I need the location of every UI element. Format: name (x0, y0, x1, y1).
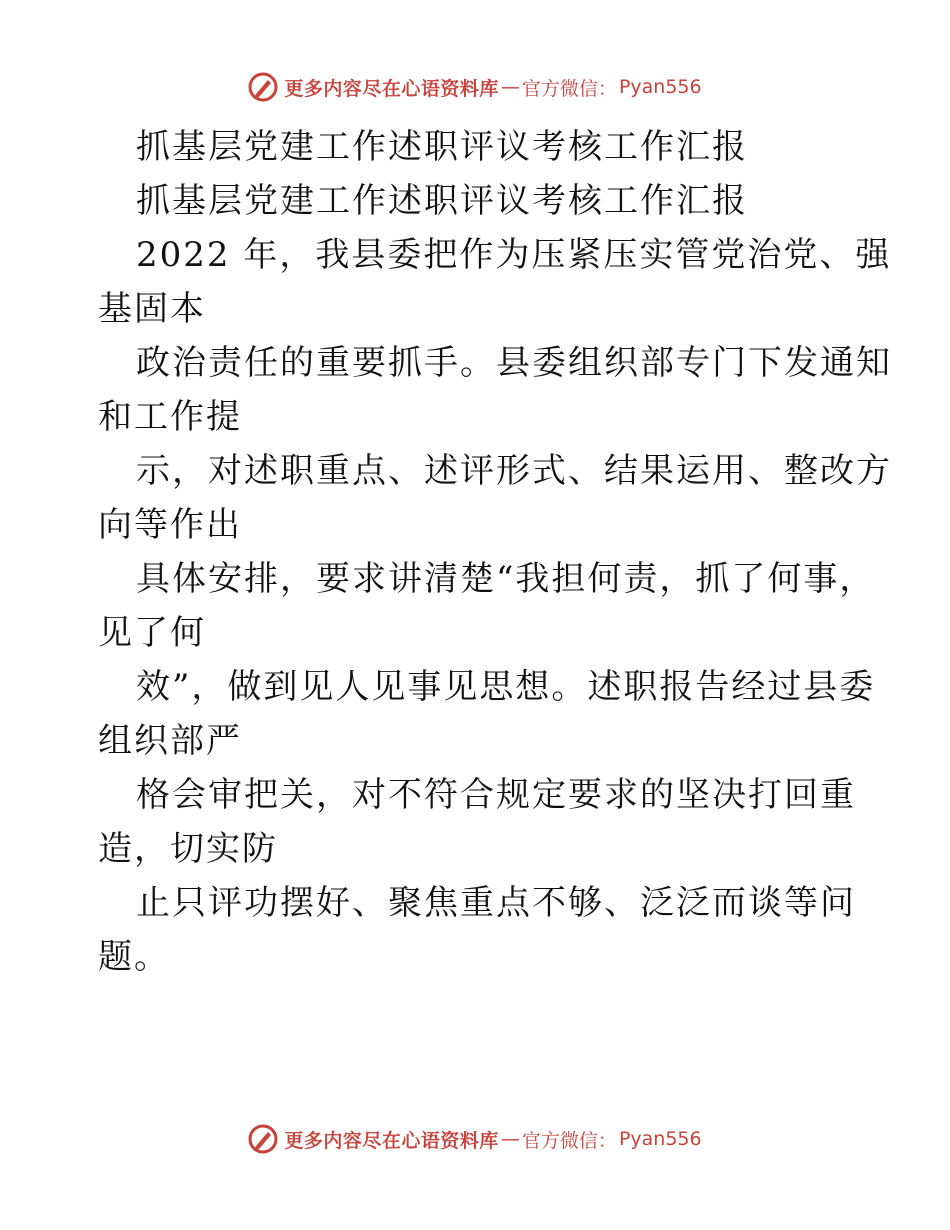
paragraph-line: 见了何 (98, 613, 206, 653)
paragraph-line: 具体安排，要求讲清楚“我担何责，抓了何事， (136, 559, 876, 599)
paragraph-line: 示，对述职重点、述评形式、结果运用、整改方 (136, 451, 892, 491)
paragraph-line: 造，切实防 (98, 829, 278, 869)
banner-dash: — (500, 76, 520, 98)
doc-title-repeat: 抓基层党建工作述职评议考核工作汇报 (136, 181, 748, 221)
document-body (98, 120, 892, 984)
banner-title: 更多内容尽在心语资料库 (284, 77, 499, 100)
banner-title: 更多内容尽在心语资料库 (284, 1129, 499, 1152)
pen-logo-icon (248, 1124, 278, 1154)
paragraph-line: 向等作出 (98, 505, 242, 545)
banner-wechat-id: Pyan556 (618, 76, 702, 98)
paragraph-line: 题。 (98, 937, 170, 977)
paragraph-line: 政治责任的重要抓手。县委组织部专门下发通知 (136, 343, 892, 383)
doc-title: 抓基层党建工作述职评议考核工作汇报 (136, 127, 748, 167)
paragraph-line: 效”，做到见人见事见思想。述职报告经过县委 (136, 667, 876, 707)
footer-banner (0, 1124, 950, 1154)
paragraph-line: 和工作提 (98, 397, 242, 437)
paragraph-line: 格会审把关，对不符合规定要求的坚决打回重 (136, 775, 856, 815)
paragraph-line: 组织部严 (98, 721, 242, 761)
banner-dash: — (500, 1128, 520, 1150)
banner-wechat-id: Pyan556 (618, 1128, 702, 1150)
header-banner (0, 72, 950, 102)
banner-wechat-label: 官方微信： (521, 1129, 617, 1152)
paragraph-line: 2022 年，我县委把作为压紧压实管党治党、强 (136, 235, 892, 275)
paragraph-line: 止只评功摆好、聚焦重点不够、泛泛而谈等问 (136, 883, 856, 923)
pen-logo-icon (248, 72, 278, 102)
paragraph-line: 基固本 (98, 289, 206, 329)
banner-wechat-label: 官方微信： (521, 77, 617, 100)
